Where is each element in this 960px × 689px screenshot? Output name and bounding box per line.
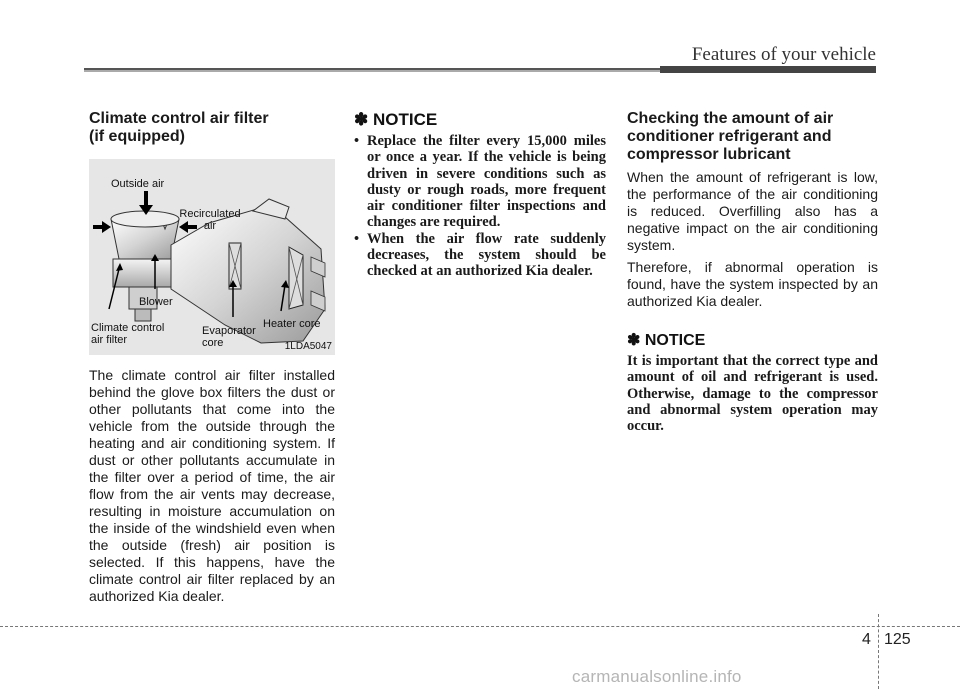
notice-item [354, 133, 606, 231]
label-recirculated-line-2: air [203, 220, 217, 232]
header-rule-accent [660, 66, 876, 73]
label-blower: Blower [139, 296, 173, 308]
section-heading-refrigerant: Checking the amount of air conditioner refrigerant and compressor lubricant [627, 110, 834, 163]
label-evaporator-line-2: core [202, 337, 224, 349]
chapter-number: 4 [862, 631, 871, 648]
notice-item [354, 231, 606, 280]
label-heater-core: Heater core [263, 318, 321, 330]
notice-list [354, 133, 606, 280]
label-recirculated-line-1: Recirculated [179, 208, 241, 220]
right-column [627, 110, 878, 434]
label-filter [91, 322, 164, 346]
label-evaporator-core [202, 325, 256, 349]
middle-column [354, 110, 606, 280]
page-number: 125 [884, 631, 911, 648]
notice-text: It is important that the correct type and amount of oil and refrigerant is used. Otherwise, damage to the compressor and abnormal system operation may occur. [627, 353, 878, 435]
heading-line-2: (if equipped) [89, 128, 185, 145]
notice-item-text: Replace the filter every 15,000 miles or once a year. If the vehicle is being driven in severe conditions such as dusty or rough roads, more frequent air conditioner filter inspections and changes are required. [367, 133, 606, 231]
notice-title: ✽ NOTICE [354, 110, 438, 129]
bullet: • [354, 230, 360, 247]
refrigerant-paragraph-2: Therefore, if abnormal operation is found, have the system inspected by an authorized Kia dealer. [627, 259, 878, 309]
label-evaporator-line-1: Evaporator [202, 325, 256, 337]
label-filter-line-1: Climate control [91, 322, 165, 334]
label-recirculated-air [172, 208, 248, 232]
footer-divider [878, 614, 879, 689]
notice-item-text: When the air flow rate suddenly decreases, the system should be checked at an authorized Kia dealer. [367, 230, 606, 280]
label-filter-line-2: air filter [91, 334, 128, 346]
left-column [89, 110, 335, 605]
filter-description: The climate control air filter installed behind the glove box filters the dust or other pollutants that come into the vehicle from the outside through the heating and air conditioning system. If dust or other pollutants accumulate in the filter over a period of time, the air flow from the air vents may decrease, resulting in moisture accumulation on the inside of the windshield even when the outside (fresh) air position is selected. If this happens, have the climate control air filter replaced by an authorized Kia dealer. [89, 367, 335, 604]
refrigerant-paragraph-1: When the amount of refrigerant is low, the performance of the air conditioning is reduced. Overfilling also has a negative impact on the air conditioning system. [627, 169, 878, 253]
label-outside-air: Outside air [111, 178, 165, 190]
watermark: carmanualsonline.info [572, 667, 742, 686]
filter-diagram [89, 159, 335, 355]
heading-line-1: Climate control air filter [89, 110, 269, 127]
bullet: • [354, 133, 360, 149]
notice-title-2: ✽ NOTICE [627, 332, 706, 349]
section-heading [89, 110, 335, 146]
footer-rule [0, 626, 960, 627]
figure-id: 1LDA5047 [284, 341, 332, 352]
running-header: Features of your vehicle [691, 44, 876, 65]
